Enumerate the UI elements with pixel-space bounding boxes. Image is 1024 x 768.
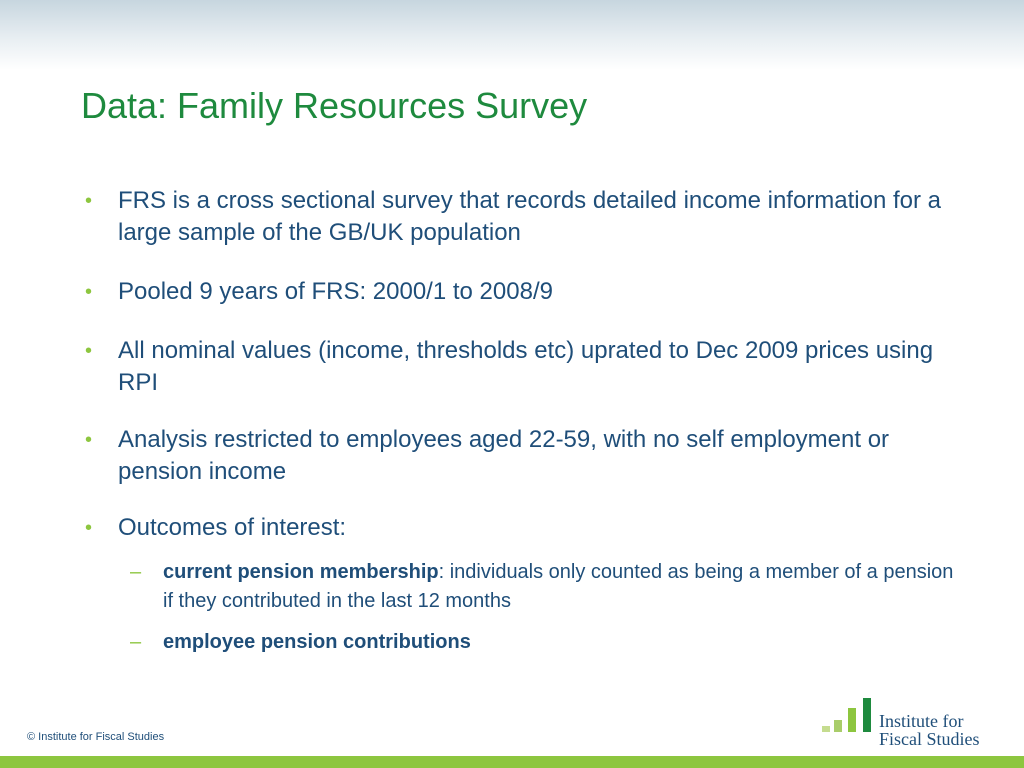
- bullet-text: All nominal values (income, thresholds etc) uprated to Dec 2009 prices using RPI: [118, 337, 934, 396]
- bullet-text: Outcomes of interest:: [118, 514, 347, 541]
- sub-bullet-text: [163, 558, 963, 616]
- bullet-marker: •: [85, 429, 93, 451]
- footer-bar: [0, 756, 1024, 768]
- logo-line-2: Fiscal Studies: [879, 729, 980, 749]
- header-gradient: [0, 0, 1024, 70]
- logo-line-1: Institute for: [879, 711, 964, 731]
- bullet-text: Pooled 9 years of FRS: 2000/1 to 2008/9: [118, 278, 553, 305]
- logo-bar: [834, 720, 842, 732]
- sub-bullet-text: [163, 628, 963, 657]
- sub-bullet-rest: : individuals only counted as being a member of a pension if they contributed in the last 12 months: [163, 561, 954, 612]
- sub-bullet-marker: –: [130, 631, 142, 653]
- bullet-text: FRS is a cross sectional survey that records detailed income information for a large sample of the GB/UK population: [118, 187, 942, 246]
- logo-bar: [822, 726, 830, 732]
- logo-wordmark: [879, 712, 980, 748]
- ifs-logo: [820, 698, 1010, 752]
- sub-bullet-bold: employee pension contributions: [163, 631, 471, 653]
- sub-bullet-bold: current pension membership: [163, 561, 439, 583]
- copyright-footer: © Institute for Fiscal Studies: [27, 731, 165, 743]
- bullet-marker: •: [85, 517, 93, 539]
- bullet-marker: •: [85, 340, 93, 362]
- bullet-marker: •: [85, 281, 93, 303]
- slide-title: Data: Family Resources Survey: [81, 85, 588, 126]
- logo-bar: [863, 698, 871, 732]
- logo-bar: [848, 708, 856, 732]
- bullet-marker: •: [85, 190, 93, 212]
- sub-bullet-marker: –: [130, 561, 142, 583]
- bullet-text: Analysis restricted to employees aged 22-59, with no self employment or pension income: [118, 426, 890, 485]
